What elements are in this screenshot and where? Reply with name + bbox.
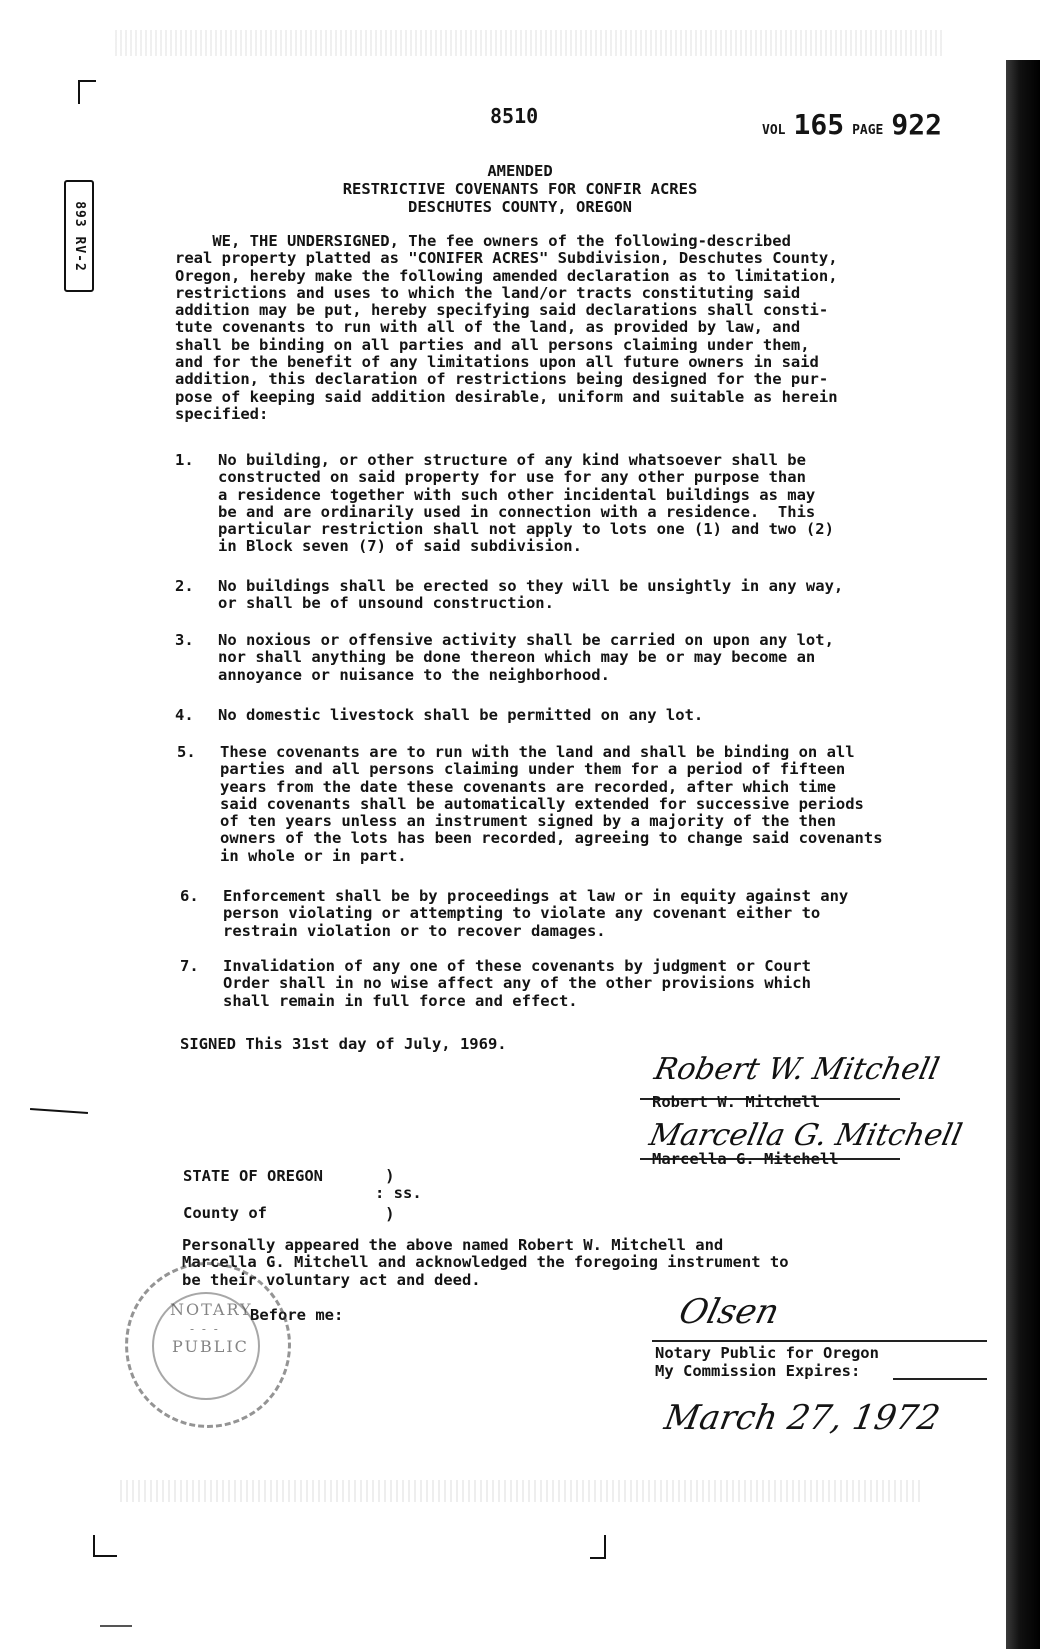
covenant-number: 7. (180, 957, 199, 975)
crop-mark-bottom-left (93, 1535, 117, 1557)
title-line-3: DESCHUTES COUNTY, OREGON (408, 198, 632, 216)
seal-text-divider: - - - (190, 1322, 220, 1336)
covenant-text: Invalidation of any one of these covenants by judgment or Court Order shall in no wise affect any of the other provisions which shall remain in full force and effect. (223, 957, 811, 1010)
vol-number: 165 (793, 108, 845, 141)
crop-mark-top-left (78, 80, 96, 104)
title-line-1: AMENDED (487, 162, 553, 180)
signature-robert: Robert W. Mitchell (651, 1052, 943, 1087)
side-stamp-text: 893 RV-2 (71, 200, 87, 272)
venue-county: County of (183, 1204, 267, 1222)
signer-name-robert: Robert W. Mitchell (652, 1093, 820, 1111)
seal-text-public: PUBLIC (172, 1337, 249, 1356)
venue-ss: : ss. (375, 1184, 422, 1202)
covenant-number: 1. (175, 451, 194, 469)
notary-signature-line (652, 1340, 987, 1342)
volume-page-stamp (762, 108, 942, 141)
venue-state: STATE OF OREGON (183, 1167, 323, 1185)
covenant-text: No noxious or offensive activity shall be carried on upon any lot, nor shall anything be done thereon which may be or may become an annoyance or nuisance to the neighborhood. (218, 631, 834, 684)
notary-block: Notary Public for Oregon My Commission Expires: (655, 1344, 879, 1380)
covenant-number: 5. (177, 743, 196, 761)
expiration-line (893, 1378, 987, 1380)
covenant-number: 3. (175, 631, 194, 649)
covenant-text: No domestic livestock shall be permitted on any lot. (218, 706, 704, 724)
before-me-label: Before me: (250, 1306, 344, 1324)
signed-date-line: SIGNED This 31st day of July, 1969. (180, 1035, 507, 1053)
scan-edge-shadow (1006, 60, 1040, 1649)
covenant-text: No building, or other structure of any kind whatsoever shall be constructed on said property for use for any other purpose than a residence together with such other incidental buildings as may be and are ordinarily used in connection with a residence. This particular restriction shall not apply to lots one (1) and two (2) in Block seven (7) of said subdivision. (218, 451, 834, 556)
seal-text-notary: NOTARY (170, 1300, 253, 1319)
covenant-text: No buildings shall be erected so they will be unsightly in any way, or shall be of unsound construction. (218, 577, 844, 613)
covenant-text: Enforcement shall be by proceedings at law or in equity against any person violating or attempting to violate any covenant either to restrain violation or to recover damages. (223, 887, 849, 940)
margin-tick (100, 1625, 132, 1627)
covenant-text: These covenants are to run with the land and shall be binding on all parties and all persons claiming under them for a period of fifteen years from the date these covenants are recorded, after which time said covenants shall be automatically extended for successive periods of ten years unless an instrument signed by a majority of the then owners of the lots has been recorded, agreeing to change said covenants in whole or in part. (220, 743, 883, 865)
signature-marcella: Marcella G. Mitchell (646, 1118, 966, 1153)
notary-signature: Olsen (675, 1292, 784, 1332)
venue-paren-bottom: ) (385, 1204, 395, 1223)
covenant-number: 6. (180, 887, 199, 905)
page-number: 922 (891, 108, 942, 141)
intro-paragraph: WE, THE UNDERSIGNED, The fee owners of the following-described real property platted as "CONIFER ACRES" Subdivision, Deschutes County, Oregon, hereby make the following amended declaration as to limitation, restrictions and uses to which the land/or tracts constituting said addition may be put, hereby specifying said declarations shall consti- tute covenants to run with all of the land, as provided by law, and shall be binding on all parties and all persons claiming under them, and for the benefit of any limitations upon all future owners in said addition, this declaration of restrictions being designed for the pur- pose of keeping said addition desirable, uniform and suitable as herein specified: (175, 232, 838, 423)
title-line-2: RESTRICTIVE COVENANTS FOR CONFIR ACRES (342, 180, 698, 198)
commission-expiration-date: March 27, 1972 (661, 1398, 944, 1438)
scan-noise-bottom (120, 1480, 920, 1502)
document-number: 8510 (490, 104, 539, 128)
covenant-number: 2. (175, 577, 194, 595)
crop-mark-bottom-right (590, 1535, 606, 1559)
signer-name-marcella: Marcella G. Mitchell (652, 1150, 839, 1168)
covenant-number: 4. (175, 706, 194, 724)
acknowledgment-paragraph: Personally appeared the above named Robert W. Mitchell and Marcella G. Mitchell and acknowledged the foregoing instrument to be their voluntary act and deed. (182, 1236, 789, 1289)
page-label: PAGE (852, 123, 884, 138)
scan-noise-top (115, 30, 945, 56)
margin-mark (30, 1108, 88, 1114)
vol-label: VOL (762, 123, 786, 138)
venue-paren-top: ) (385, 1166, 395, 1185)
